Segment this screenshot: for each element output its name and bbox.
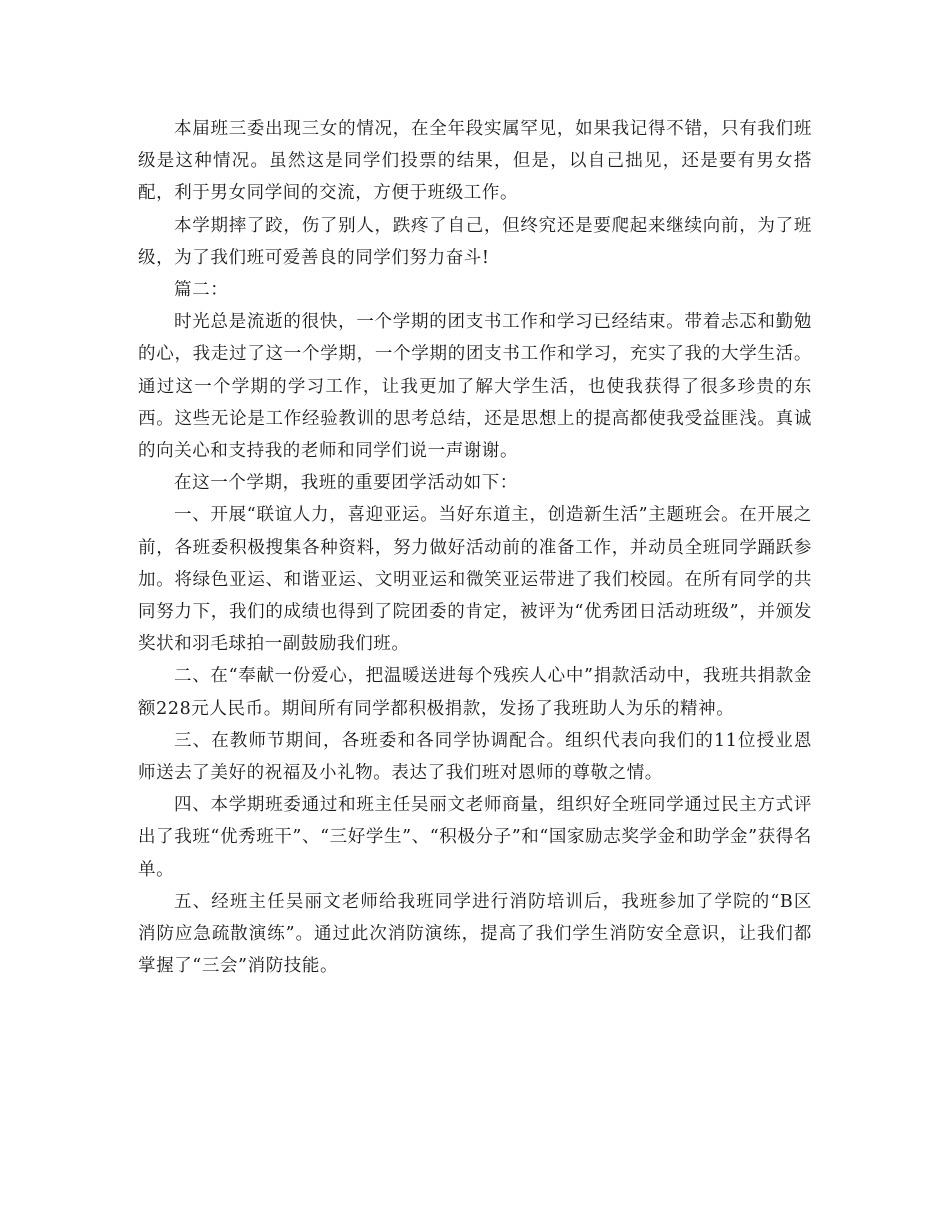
paragraph-activity-three: 三、在教师节期间，各班委和各同学协调配合。组织代表向我们的11位授业恩师送去了美好的祝福及小礼物。表达了我们班对恩师的尊敬之情。 <box>138 730 812 784</box>
document-body <box>138 113 812 982</box>
paragraph-activity-five: 五、经班主任吴丽文老师给我班同学进行消防培训后，我班参加了学院的“B区消防应急疏散演练”。通过此次消防演练，提高了我们学生消防安全意识，让我们都掌握了“三会”消防技能。 <box>138 891 812 977</box>
paragraph-semester-reflection: 本学期摔了跤，伤了别人，跌疼了自己，但终究还是要爬起来继续向前，为了班级，为了我们班可爱善良的同学们努力奋斗! <box>138 215 812 268</box>
paragraph-activity-two: 二、在“奉献一份爱心，把温暖送进每个残疾人心中”捐款活动中，我班共捐款金额228元人民币。期间所有同学都积极捐款，发扬了我班助人为乐的精神。 <box>138 666 812 719</box>
paragraph-class-committee: 本届班三委出现三女的情况，在全年段实属罕见，如果我记得不错，只有我们班级是这种情况。虽然这是同学们投票的结果，但是，以自己拙见，还是要有男女搭配，利于男女同学间的交流，方便于班级工作。 <box>138 119 812 204</box>
paragraph-activity-four: 四、本学期班委通过和班主任吴丽文老师商量，组织好全班同学通过民主方式评出了我班“优秀班干”、“三好学生”、“积极分子”和“国家励志奖学金和助学金”获得名单。 <box>138 795 812 880</box>
section-heading-part-two: 篇二： <box>174 280 229 301</box>
paragraph-league-secretary-intro: 时光总是流逝的很快，一个学期的团支书工作和学习已经结束。带着忐忑和勤勉的心，我走过了这一个学期，一个学期的团支书工作和学习，充实了我的大学生活。通过这一个学期的学习工作，让我更加了解大学生活，也使我获得了很多珍贵的东西。这些无论是工作经验教训的思考总结，还是思想上的提高都使我受益匪浅。真诚的向关心和支持我的老师和同学们说一声谢谢。 <box>138 312 812 462</box>
paragraph-activities-intro: 在这一个学期，我班的重要团学活动如下： <box>174 473 518 494</box>
paragraph-activity-one: 一、开展“联谊人力，喜迎亚运。当好东道主，创造新生活”主题班会。在开展之前，各班委积极搜集各种资料，努力做好活动前的准备工作，并动员全班同学踊跃参加。将绿色亚运、和谐亚运、文明亚运和微笑亚运带进了我们校园。在所有同学的共同努力下，我们的成绩也得到了院团委的肯定，被评为“优秀团日活动班级”，并颁发奖状和羽毛球拍一副鼓励我们班。 <box>138 505 812 655</box>
